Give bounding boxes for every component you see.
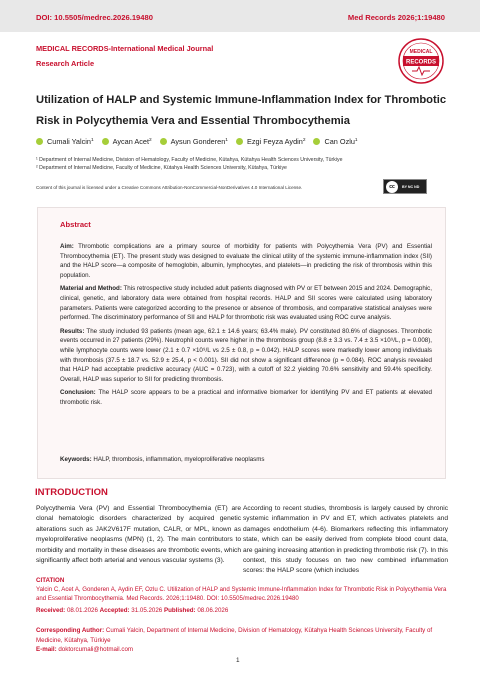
logo-top-text: MEDICAL (409, 49, 433, 55)
logo-bottom-text: RECORDS (405, 59, 437, 66)
header-bar (0, 0, 480, 32)
orcid-icon[interactable] (102, 138, 109, 145)
abstract-results: Results: The study included 93 patients (mean age, 62.1 ± 14.6 years; 63.4% male). PV constituted 80.6% of diagnoses. Thrombotic events occurred in 27 patients (29%). Neutrophil counts were higher in the thrombosis group (8.8 ± 3.3 vs. 7.4 ± 3.5 ×10⁹/L, p = 0.008), while lymphocyte counts were lower (2.1 ± 0.7 ×10⁹/L vs 2.5 ± 0.8, p = 0.042). HALP scores were markedly lower among individuals with thrombosis (37.5 ± 18.7 vs. 52.9 ± 25.4, p < 0.001). SII did not show a significant difference (p = 0.084). ROC analysis revealed that HALP had acceptable predictive accuracy (AUC = 0.723), with a cutoff of 32.2 yielding 70.6% sensitivity and 59.4% specificity. Overall, HALP was superior to SII for predicting thrombosis. (60, 327, 432, 383)
abstract-heading: Abstract (60, 220, 91, 229)
journal-name: MEDICAL RECORDS-International Medical Journal (36, 44, 214, 53)
header-doi[interactable]: DOI: 10.5505/medrec.2026.19480 (36, 13, 153, 22)
introduction-left-column: Polycythemia Vera (PV) and Essential Thrombocythemia (ET) are clonal hematologic disorders characterized by acquired genetic alterations such as JAK2V617F mutation, CALR, or MPL, known as myeloproliferative neoplasms (MPN) (1, 2). The main contributors to morbidity and mortality in these diseases are thrombotic events, which significantly affect both arterial and venous vascular systems (3). (36, 505, 241, 565)
cc-license-badge[interactable] (383, 179, 427, 194)
email-link[interactable]: doktorcumali@hotmail.com (56, 646, 134, 654)
abstract-box (37, 207, 446, 479)
introduction-right-column: According to recent studies, thrombosis is largely caused by chronic systemic inflammation in PV and ET, which activates platelets and damages endothelium (4-6). Biomarkers reflecting this inflammatory state, which can be easily derived from complete blood count data, are gaining increasing attention in predicting thrombotic risk (7). In this context, this study focuses on two new combined inflammation scores: the HALP score (which includes (243, 505, 448, 575)
author[interactable]: Aycan Acet 2 (102, 137, 152, 146)
author-name: Aycan Acet (112, 137, 149, 146)
corresponding-author: Corresponding Author: Cumali Yalcin, Department of Internal Medicine, Division of Hematology, Kütahya Health Sciences University, Faculty of Medicine, Kütahya, Türkiye E-mail: doktorcumali@hotmail.com (36, 627, 433, 654)
abstract-aim: Aim: Thrombotic complications are a primary source of morbidity for patients with Polycythemia Vera (PV) and Essential Thrombocythemia (ET). The present study was designed to evaluate the clinical utility of the systemic immune-inflammation index (SII) and the HALP score—a composite of hemoglobin, albumin, lymphocytes, and platelets—in predicting the risk of thrombosis within this population. (60, 243, 432, 279)
author-name: Ezgi Feyza Aydin (246, 137, 303, 146)
introduction-heading: INTRODUCTION (35, 487, 108, 498)
cc-icon: cc (386, 181, 398, 193)
abstract-conclusion: Conclusion: The HALP score appears to be a practical and informative biomarker for identifying PV and ET patients at elevated thrombotic risk. (60, 389, 432, 406)
author-name: Cumali Yalcin (47, 137, 91, 146)
keywords: Keywords: HALP, thrombosis, inflammation, myeloproliferative neoplasms (60, 456, 265, 463)
article-type: Research Article (36, 59, 95, 68)
author[interactable]: Cumali Yalcin 1 (36, 137, 94, 146)
article-dates: Received: 08.01.2026 Accepted: 31.05.2026 Published: 08.06.2026 (36, 607, 229, 614)
author[interactable]: Can Ozlu 1 (313, 137, 357, 146)
affiliation-2: ² Department of Internal Medicine, Faculty of Medicine, Kütahya Health Sciences University, Kütahya, Türkiye (36, 165, 287, 171)
citation-heading: CITATION (36, 577, 65, 584)
affiliation-1: ¹ Department of Internal Medicine, Division of Hematology, Faculty of Medicine, Kütahya, Kütahya Health Sciences University, Türkiye (36, 157, 343, 163)
author[interactable]: Ezgi Feyza Aydin 2 (236, 137, 306, 146)
license-notice: Content of this journal is licensed under a Creative Commons Attribution-NonCommercial-NonDerivatives 4.0 International License. (36, 185, 303, 190)
orcid-icon[interactable] (313, 138, 320, 145)
orcid-icon[interactable] (36, 138, 43, 145)
author[interactable]: Aysun Gonderen 1 (160, 137, 228, 146)
abstract-body (60, 242, 432, 412)
journal-logo (398, 38, 444, 84)
article-title: Utilization of HALP and Systemic Immune-Inflammation Index for Thrombotic Risk in Polycythemia Vera and Essential Thrombocythemia (36, 94, 447, 127)
orcid-icon[interactable] (160, 138, 167, 145)
orcid-icon[interactable] (236, 138, 243, 145)
abstract-methods: Material and Method: This retrospective study included adult patients diagnosed with PV or ET between 2015 and 2024. Demographic, clinical, genetic, and laboratory data were obtained from hospital records. HALP and SII scores were calculated using laboratory parameters. Patients were categorized according to the presence or absence of thrombosis, and comparative statistical analyses were performed. The discriminatory performance of SII and HALP for thrombotic risk was evaluated using ROC curve analysis. (60, 285, 432, 322)
author-list (36, 137, 448, 146)
page-number: 1 (236, 657, 240, 664)
author-name: Can Ozlu (324, 137, 355, 146)
cc-badge-text: BY NC ND (402, 184, 420, 189)
header-citation: Med Records 2026;1:19480 (347, 13, 445, 22)
author-name: Aysun Gonderen (170, 137, 226, 146)
citation-text: Yalcin C, Acet A, Gonderen A, Aydin EF, Ozlu C. Utilization of HALP and Systemic Immune-Inflammation Index for Thrombotic Risk in Polycythemia Vera and Essential Thrombocythemia. Med Records. 2026;1:19480. DOI: 10.5505/medrec.2026.19480 (36, 586, 447, 603)
